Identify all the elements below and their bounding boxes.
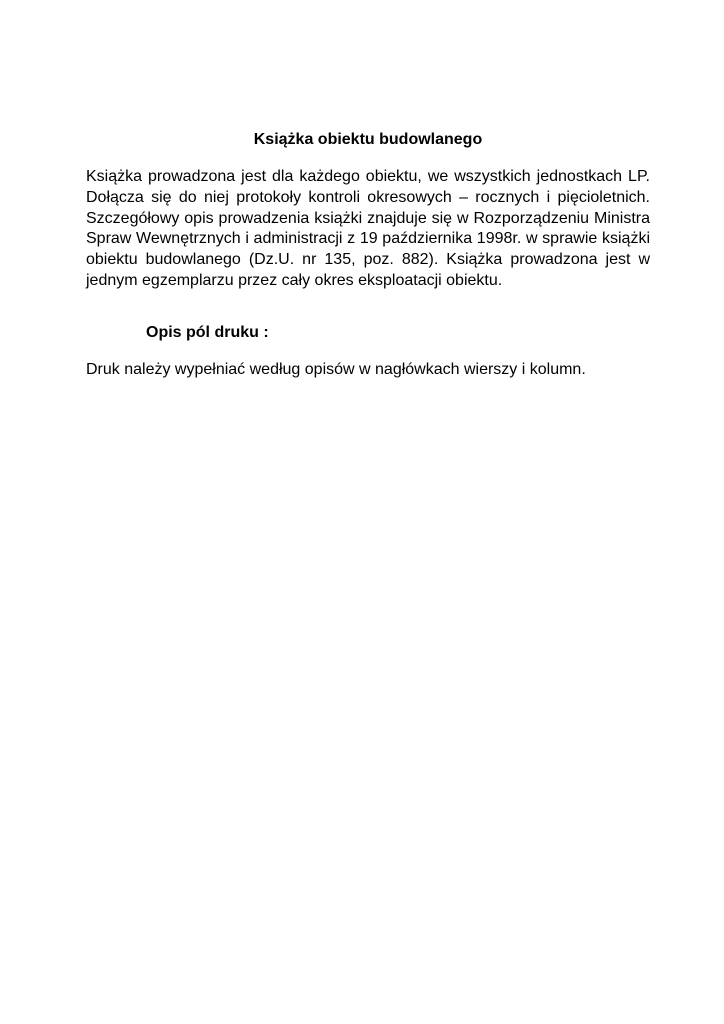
- instruction-text: Druk należy wypełniać według opisów w nagłówkach wierszy i kolumn.: [86, 361, 586, 378]
- document-title: Książka obiektu budowlanego: [253, 131, 483, 148]
- description-paragraph: Książka prowadzona jest dla każdego obiektu, we wszystkich jednostkach LP. Dołącza się do niej protokoły kontroli okresowych – rocznych i pięcioletnich. Szczegółowy opis prowadzenia książki znajduje się w Rozporządzeniu Ministra Spraw Wewnętrznych i administracji z 19 października 1998r. w sprawie książki obiektu budowlanego (Dz.U. nr 135, poz. 882). Książka prowadzona jest w jednym egzemplarzu przez cały okres eksploatacji obiektu.: [86, 168, 650, 289]
- section-heading: Opis pól druku :: [146, 324, 269, 341]
